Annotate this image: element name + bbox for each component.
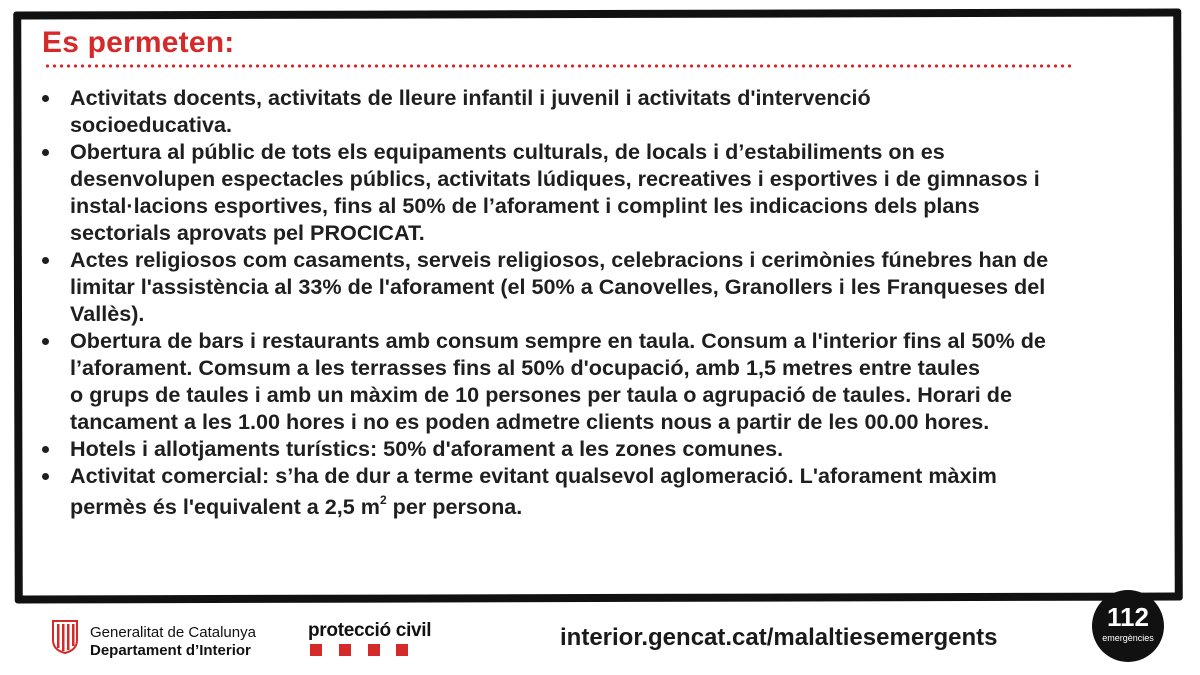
- list-item-line: Activitat comercial: s’ha de dur a terme evitant qualsevol aglomeració. L'aforament màxim: [70, 463, 997, 488]
- list-item-line: tancament a les 1.00 hores i no es poden admetre clients nous a partir de les 00.00 hores.: [70, 409, 990, 434]
- list-item: [36, 327, 1166, 435]
- badge-label: emergències: [1102, 633, 1154, 643]
- bullet-icon: [42, 338, 49, 345]
- superscript-2: 2: [380, 493, 387, 507]
- emergency-112-badge: [1092, 590, 1164, 662]
- list-item-line: l’aforament. Comsum a les terrasses fins al 50% d'ocupació, amb 1,5 metres entre taules: [70, 355, 981, 380]
- list-item-line: socioeducativa.: [70, 112, 233, 137]
- bullet-icon: [42, 446, 49, 453]
- page-title: Es permeten:: [42, 26, 235, 59]
- generalitat-logo-icon: [52, 620, 78, 654]
- website-url: interior.gencat.cat/malaltiesemergents: [560, 624, 998, 651]
- list-item-line: limitar l'assistència al 33% de l'aforament (el 50% a Canovelles, Granollers i les Franqueses del: [70, 274, 1046, 299]
- badge-number: 112: [1107, 602, 1149, 632]
- generalitat-name: Generalitat de Catalunya: [90, 624, 256, 641]
- bullet-icon: [42, 149, 49, 156]
- list-item-line: Activitats docents, activitats de lleure infantil i juvenil i activitats d'intervenció: [70, 85, 871, 110]
- bullet-icon: [42, 473, 49, 480]
- text-suffix: per persona.: [386, 494, 523, 520]
- list-item-line: o grups de taules i amb un màxim de 10 persones per taula o agrupació de taules. Horari de: [70, 382, 1012, 407]
- list-item-line: Actes religiosos com casaments, serveis religiosos, celebracions i cerimònies fúnebres han de: [70, 247, 1049, 272]
- list-item-line: sectorials aprovats pel PROCICAT.: [70, 220, 425, 245]
- list-item-line-last: [70, 489, 1166, 520]
- list-item: [36, 138, 1166, 246]
- list-item-line: Obertura de bars i restaurants amb consum sempre en taula. Consum a l'interior fins al 50% de: [70, 328, 1046, 353]
- list-item: [36, 246, 1166, 327]
- text-prefix: permès és l'equivalent a 2,5 m: [70, 494, 380, 520]
- bullet-icon: [42, 95, 49, 102]
- list-item-line: Obertura al públic de tots els equipaments culturals, de locals i d’estabiliments on es: [70, 139, 945, 164]
- list-item: [36, 435, 1166, 462]
- list-item-line: Vallès).: [70, 301, 145, 326]
- list-item-line: Hotels i allotjaments turístics: 50% d'aforament a les zones comunes.: [70, 436, 784, 461]
- list-item: [36, 462, 1166, 520]
- bullet-icon: [42, 257, 49, 264]
- permissions-list: [36, 84, 1166, 520]
- proteccio-civil-squares-icon: [310, 644, 410, 656]
- department-name: Departament d’Interior: [90, 642, 251, 659]
- list-item-line: instal·lacions esportives, fins al 50% de l’aforament i complint les indicacions dels plans: [70, 193, 980, 218]
- list-item: [36, 84, 1166, 138]
- dotted-divider: [44, 64, 1074, 68]
- proteccio-civil-logo-text: protecció civil: [308, 620, 432, 641]
- list-item-line: desenvolupen espectacles públics, activitats lúdiques, recreatives i esportives i de gimnasos i: [70, 166, 1040, 191]
